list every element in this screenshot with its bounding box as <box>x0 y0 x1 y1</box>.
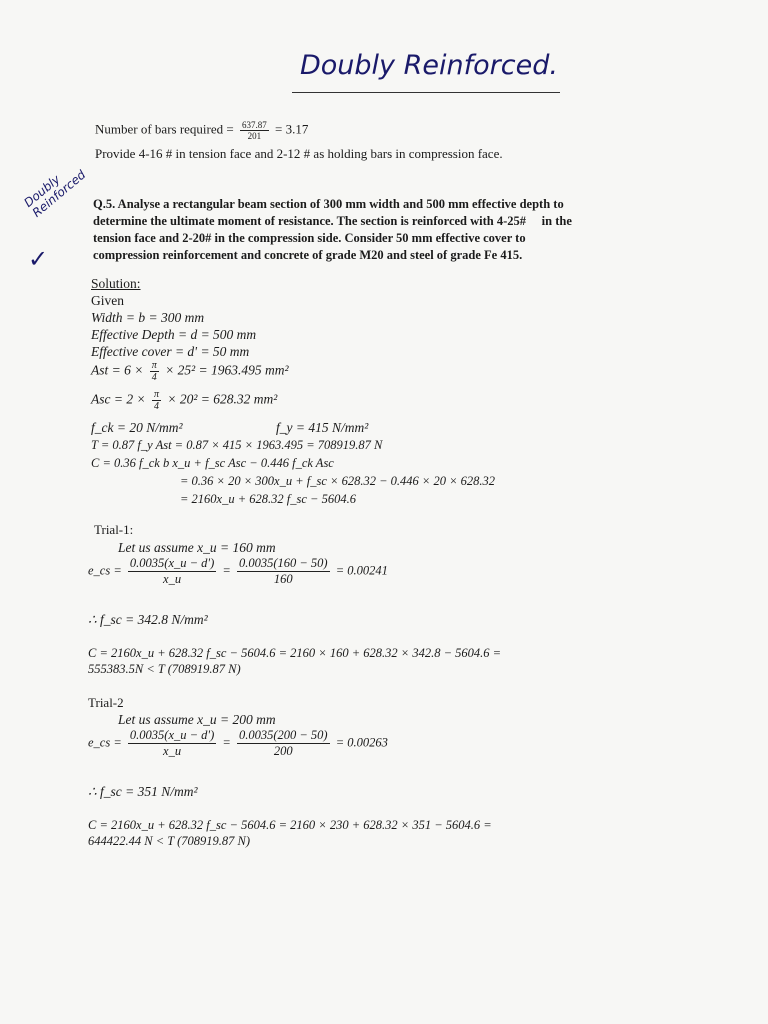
trial2-strain: e_cs = $\frac{0.0035(x\_u - d')}{x\_u}$ = $\frac{0.0035(200 - 50)}{200}$ = 0.00263 <box>88 728 388 758</box>
question-block <box>93 196 572 264</box>
trial1-C-line1: C = 2160x_u + 628.32 f_sc − 5604.6 = 2160 × 160 + 628.32 × 342.8 − 5604.6 = <box>88 646 502 660</box>
trial1-strain: e_cs = $\frac{0.0035(x\_u - d')}{x\_u}$ = $\frac{0.0035(160 - 50)}{160}$ = 0.00241 <box>88 556 388 586</box>
tension-force: T = 0.87 f_y Ast = 0.87 × 415 × 1963.495 = 708919.87 N <box>91 438 383 452</box>
trial2-C-line2: 644422.44 N < T (708919.87 N) <box>88 834 251 848</box>
heading-underline <box>292 92 560 93</box>
trial1-C-line2: 555383.5N < T (708919.87 N) <box>88 662 241 676</box>
bars-prefix: Number of bars required = <box>95 121 234 137</box>
question-line-2: determine the ultimate moment of resistance. The section is reinforced with 4-25# in the <box>93 214 572 228</box>
compression-force-2: = 0.36 × 20 × 300x_u + f_sc × 628.32 − 0.446 × 20 × 628.32 <box>180 474 496 488</box>
pi-over-4: $\frac{\pi}{4}$ <box>151 360 157 383</box>
cover-line: Effective cover = d' = 50 mm <box>91 344 250 359</box>
trial2-fsc: ∴ f_sc = 351 N/mm² <box>88 784 198 799</box>
trial2-assume: Let us assume x_u = 200 mm <box>118 712 276 727</box>
trial1-frac2: $\frac{0.0035(160 - 50)}{160}$ <box>238 556 328 586</box>
depth-line: Effective Depth = d = 500 mm <box>91 327 257 342</box>
solution-title: Solution: <box>91 276 141 291</box>
checkmark-icon: ✓ <box>28 247 49 273</box>
compression-force-3: = 2160x_u + 628.32 f_sc − 5604.6 <box>180 492 356 506</box>
bars-fraction-den: 201 <box>247 131 262 141</box>
width-line: Width = b = 300 mm <box>91 310 205 325</box>
trial1-assume: Let us assume x_u = 160 mm <box>118 540 276 555</box>
trial2-title: Trial-2 <box>88 695 124 710</box>
bars-required-line <box>95 120 308 141</box>
fy-value: f_y = 415 N/mm² <box>276 420 369 435</box>
given-label: Given <box>91 293 124 308</box>
fck-value: f_ck = 20 N/mm² <box>91 420 183 435</box>
ast-line: Ast = 6 × $\frac{\pi}{4}$ × 25² = 1963.495 mm² <box>91 360 289 383</box>
trial1-frac1: $\frac{0.0035(x\_u - d')}{x\_u}$ <box>129 556 215 586</box>
pi-over-4: $\frac{\pi}{4}$ <box>153 389 159 412</box>
bars-fraction <box>240 120 269 141</box>
asc-line: Asc = 2 × $\frac{\pi}{4}$ × 20² = 628.32 mm² <box>91 389 278 412</box>
compression-force: C = 0.36 f_ck b x_u + f_sc Asc − 0.446 f_ck Asc <box>91 456 334 470</box>
trial2-frac2: $\frac{0.0035(200 - 50)}{200}$ <box>238 728 328 758</box>
question-line-3: tension face and 2-20# in the compression side. Consider 50 mm effective cover to <box>93 231 526 245</box>
margin-note: Doubly Reinforced <box>21 167 89 220</box>
trial1-title: Trial-1: <box>94 522 134 537</box>
trial1-fsc: ∴ f_sc = 342.8 N/mm² <box>88 612 208 627</box>
provide-line: Provide 4-16 # in tension face and 2-12 # as holding bars in compression face. <box>95 146 503 161</box>
trial2-C-line1: C = 2160x_u + 628.32 f_sc − 5604.6 = 2160 × 230 + 628.32 × 351 − 5604.6 = <box>88 818 492 832</box>
question-line-1: Q.5. Analyse a rectangular beam section of 300 mm width and 500 mm effective depth to <box>93 197 564 211</box>
bars-fraction-num: 637.87 <box>241 120 267 130</box>
bars-result: = 3.17 <box>274 121 309 137</box>
question-line-4: compression reinforcement and concrete of grade M20 and steel of grade Fe 415. <box>93 248 523 262</box>
trial2-frac1: $\frac{0.0035(x\_u - d')}{x\_u}$ <box>129 728 215 758</box>
handwritten-heading: Doubly Reinforced. <box>300 50 558 81</box>
